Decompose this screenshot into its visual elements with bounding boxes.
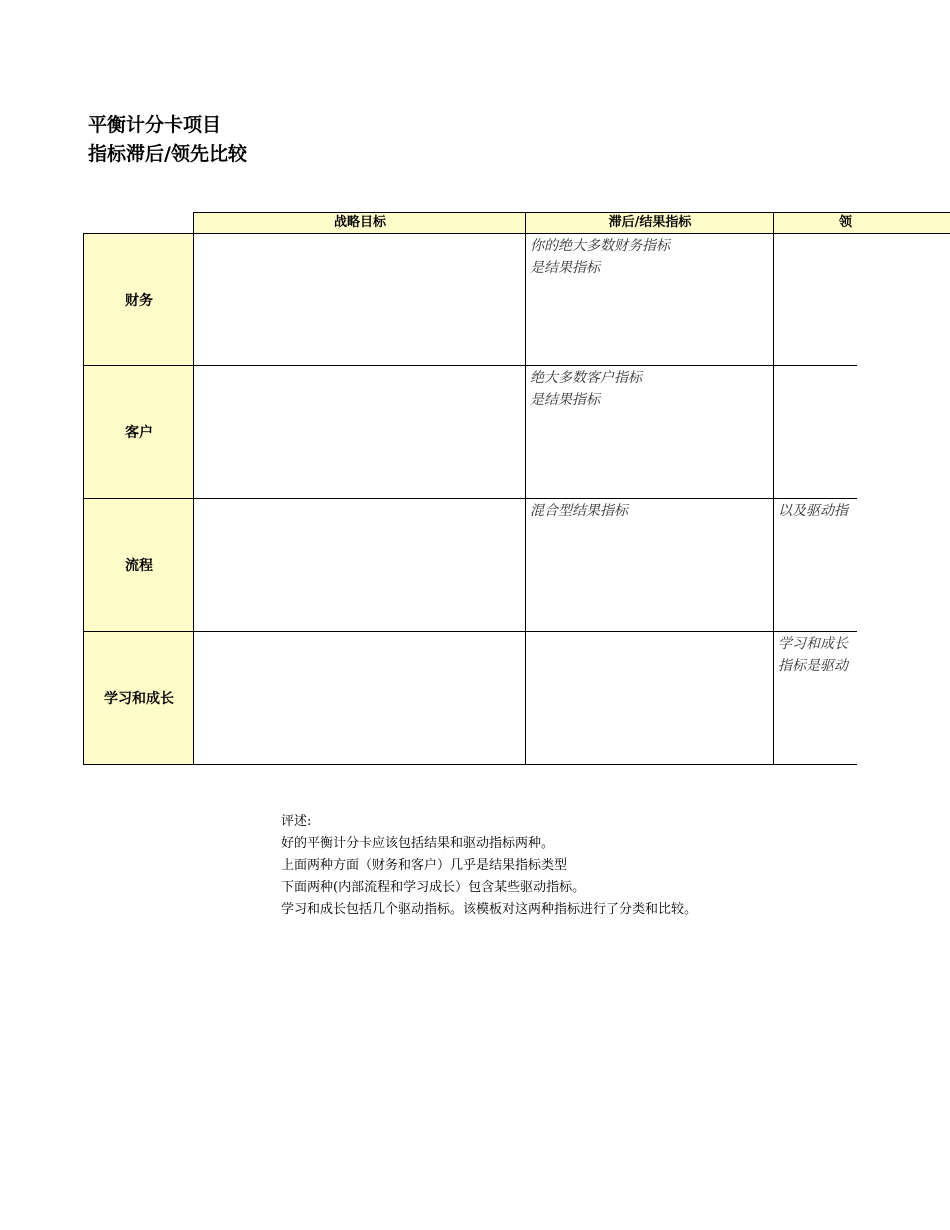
category-label: 学习和成长 xyxy=(104,691,174,707)
lag-cell[interactable] xyxy=(525,499,774,632)
table-row xyxy=(83,499,857,632)
table-row xyxy=(83,632,857,765)
header-lead-label: 领 xyxy=(839,215,853,230)
category-cell xyxy=(83,632,194,765)
lag-cell[interactable] xyxy=(525,233,774,366)
category-cell xyxy=(83,366,194,499)
lag-note-line: 绝大多数客户指标 xyxy=(530,370,642,386)
lag-note-line: 混合型结果指标 xyxy=(530,503,628,519)
comment-block xyxy=(281,811,697,921)
comment-line: 下面两种(内部流程和学习成长）包含某些驱动指标。 xyxy=(281,880,586,895)
comment-line: 学习和成长包括几个驱动指标。该模板对这两种指标进行了分类和比较。 xyxy=(281,902,698,917)
lag-note-line: 是结果指标 xyxy=(530,392,600,408)
comment-line: 好的平衡计分卡应该包括结果和驱动指标两种。 xyxy=(281,836,555,851)
category-label: 客户 xyxy=(125,425,153,441)
lead-cell[interactable] xyxy=(773,632,857,765)
strategy-cell[interactable] xyxy=(193,233,526,366)
lead-cell[interactable] xyxy=(773,499,857,632)
lag-note-line: 你的绝大多数财务指标 xyxy=(530,238,670,254)
page-subtitle: 指标滞后/领先比较 xyxy=(88,143,247,165)
category-cell xyxy=(83,499,194,632)
header-lead-indicator xyxy=(773,213,950,233)
header-strategy-objective: 战略目标 xyxy=(193,213,526,233)
comment-line: 上面两种方面（财务和客户）几乎是结果指标类型 xyxy=(281,858,568,873)
scorecard-table xyxy=(83,233,857,765)
lead-cell[interactable] xyxy=(773,366,857,499)
table-row xyxy=(83,233,857,366)
lead-note-line: 学习和成长 xyxy=(778,636,848,652)
strategy-cell[interactable] xyxy=(193,632,526,765)
page-title: 平衡计分卡项目 xyxy=(88,114,222,136)
lag-cell[interactable] xyxy=(525,366,774,499)
lead-cell[interactable] xyxy=(773,233,857,366)
strategy-cell[interactable] xyxy=(193,499,526,632)
lead-note-line: 指标是驱动 xyxy=(778,658,848,674)
table-row xyxy=(83,366,857,499)
category-cell xyxy=(83,233,194,366)
category-label: 流程 xyxy=(125,558,153,574)
lead-note-line: 以及驱动指 xyxy=(778,503,848,519)
lag-note-line: 是结果指标 xyxy=(530,260,600,276)
lag-cell[interactable] xyxy=(525,632,774,765)
header-lag-indicator: 滞后/结果指标 xyxy=(525,213,774,233)
comment-heading: 评述: xyxy=(281,814,312,829)
category-label: 财务 xyxy=(125,292,153,309)
strategy-cell[interactable] xyxy=(193,366,526,499)
table-header xyxy=(193,212,950,234)
